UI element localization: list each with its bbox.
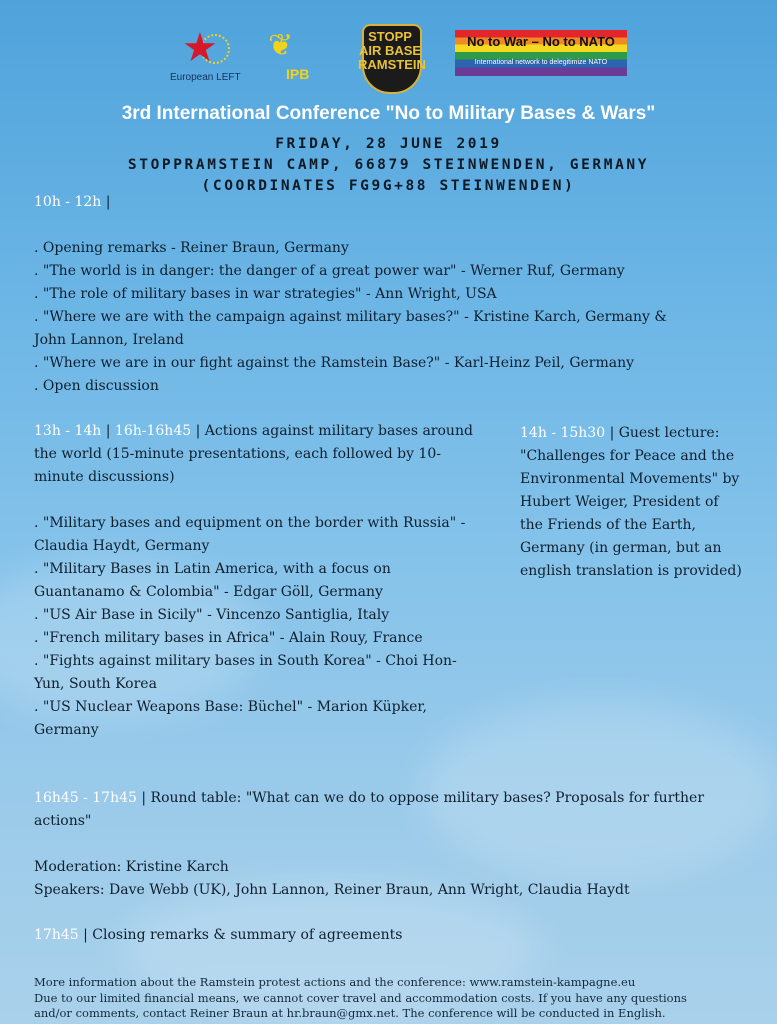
separator: | bbox=[83, 927, 88, 943]
agenda-item: Yun, South Korea bbox=[34, 676, 157, 692]
agenda-item: . Opening remarks - Reiner Braun, Germany bbox=[34, 240, 349, 256]
footer-line: Due to our limited financial means, we cannot cover travel and accommodation costs. If you have any questions bbox=[34, 990, 687, 1005]
closing-text: Closing remarks & summary of agreements bbox=[92, 927, 403, 943]
time-label: 16h-16h45 bbox=[114, 423, 192, 439]
guest-line: "Challenges for Peace and the bbox=[520, 448, 735, 464]
guest-line: Environmental Movements" by bbox=[520, 471, 740, 487]
agenda-item: Germany bbox=[34, 722, 99, 738]
no-to-nato-logo bbox=[455, 30, 627, 76]
agenda-item: . "Where we are with the campaign against military bases?" - Kristine Karch, Germany & bbox=[34, 309, 667, 325]
session-title: Actions against military bases around bbox=[204, 423, 473, 439]
stopp-label: STOPP AIR BASE RAMSTEIN bbox=[358, 29, 426, 72]
session-round-table bbox=[34, 787, 764, 902]
guest-line: english translation is provided) bbox=[520, 563, 742, 579]
spacer bbox=[34, 489, 514, 512]
footer-line: More information about the Ramstein protest actions and the conference: www.ramstein-kampagne.eu bbox=[34, 975, 636, 989]
logo-bar bbox=[0, 20, 777, 100]
agenda-item: . "French military bases in Africa" - Alain Rouy, France bbox=[34, 630, 423, 646]
time-label: 10h - 12h bbox=[34, 194, 102, 210]
footer-info bbox=[34, 975, 764, 1022]
session-closing bbox=[34, 924, 764, 947]
subtitle-location: STOPPRAMSTEIN CAMP, 66879 STEINWENDEN, GERMANY bbox=[127, 157, 650, 173]
closing-line bbox=[34, 924, 764, 947]
guest-heading bbox=[520, 422, 770, 445]
agenda-item: . "Military bases and equipment on the border with Russia" - bbox=[34, 515, 466, 531]
guest-line: Hubert Weiger, President of bbox=[520, 494, 719, 510]
separator: | bbox=[105, 194, 111, 210]
agenda-item: John Lannon, Ireland bbox=[34, 332, 184, 348]
european-left-label: European LEFT bbox=[170, 72, 241, 83]
session-heading bbox=[34, 420, 514, 443]
separator: | bbox=[609, 425, 615, 441]
agenda-item: Guantanamo & Colombia" - Edgar Göll, Germany bbox=[34, 584, 383, 600]
session-afternoon bbox=[34, 420, 514, 742]
time-label: 16h45 - 17h45 bbox=[34, 790, 137, 806]
time-label: 14h - 15h30 bbox=[520, 425, 606, 441]
speakers-line: Speakers: Dave Webb (UK), John Lannon, Reiner Braun, Ann Wright, Claudia Haydt bbox=[34, 882, 630, 898]
nato-logo-subtitle: International network to delegitimize NATO bbox=[474, 59, 608, 66]
subtitle-date: FRIDAY, 28 JUNE 2019 bbox=[275, 136, 502, 152]
page-title: 3rd International Conference "No to Military Bases & Wars" bbox=[121, 103, 656, 124]
guest-lecture bbox=[520, 422, 770, 583]
ipb-label: IPB bbox=[286, 66, 310, 82]
separator: | bbox=[105, 423, 111, 439]
footer-line: and/or comments, contact Reiner Braun at hr.braun@gmx.net. The conference will be conducted in English. bbox=[34, 1006, 666, 1020]
spacer bbox=[34, 833, 764, 856]
session-title: Round table: "What can we do to oppose military bases? Proposals for further bbox=[150, 790, 705, 806]
red-star-icon: ★ bbox=[182, 25, 218, 71]
agenda-item: . "US Air Base in Sicily" - Vincenzo Santiglia, Italy bbox=[34, 607, 390, 623]
session-title-cont: actions" bbox=[34, 813, 92, 829]
ipb-logo bbox=[262, 28, 322, 90]
separator: | bbox=[141, 790, 147, 806]
spacer bbox=[34, 214, 754, 237]
stopp-ramstein-logo bbox=[358, 20, 426, 98]
time-label: 13h - 14h bbox=[34, 423, 102, 439]
agenda-item: . "The world is in danger: the danger of a great power war" - Werner Ruf, Germany bbox=[34, 263, 625, 279]
guest-line: Germany (in german, but an bbox=[520, 540, 722, 556]
session-heading bbox=[34, 787, 764, 810]
european-left-logo bbox=[170, 25, 241, 90]
session-title-cont: minute discussions) bbox=[34, 469, 175, 485]
separator: | bbox=[195, 423, 201, 439]
nato-logo-title: No to War – No to NATO bbox=[467, 34, 615, 49]
guest-title: Guest lecture: bbox=[618, 425, 720, 441]
session-morning bbox=[34, 191, 754, 398]
moderation-line: Moderation: Kristine Karch bbox=[34, 859, 229, 875]
agenda-item: . Open discussion bbox=[34, 378, 159, 394]
agenda-item: . "US Nuclear Weapons Base: Büchel" - Marion Küpker, bbox=[34, 699, 427, 715]
agenda-item: . "Where we are in our fight against the Ramstein Base?" - Karl-Heinz Peil, Germany bbox=[34, 355, 635, 371]
agenda-item: . "The role of military bases in war strategies" - Ann Wright, USA bbox=[34, 286, 497, 302]
guest-line: the Friends of the Earth, bbox=[520, 517, 696, 533]
session-title-cont: the world (15-minute presentations, each followed by 10- bbox=[34, 446, 442, 462]
agenda-item: Claudia Haydt, Germany bbox=[34, 538, 210, 554]
session-time-header bbox=[34, 191, 754, 214]
agenda-item: . "Military Bases in Latin America, with a focus on bbox=[34, 561, 391, 577]
subtitle-coordinates: (COORDINATES FG9G+88 STEINWENDEN) bbox=[201, 178, 576, 194]
agenda-item: . "Fights against military bases in South Korea" - Choi Hon- bbox=[34, 653, 457, 669]
time-label: 17h45 bbox=[34, 927, 79, 943]
olive-branch-icon: ❦ bbox=[268, 28, 294, 63]
